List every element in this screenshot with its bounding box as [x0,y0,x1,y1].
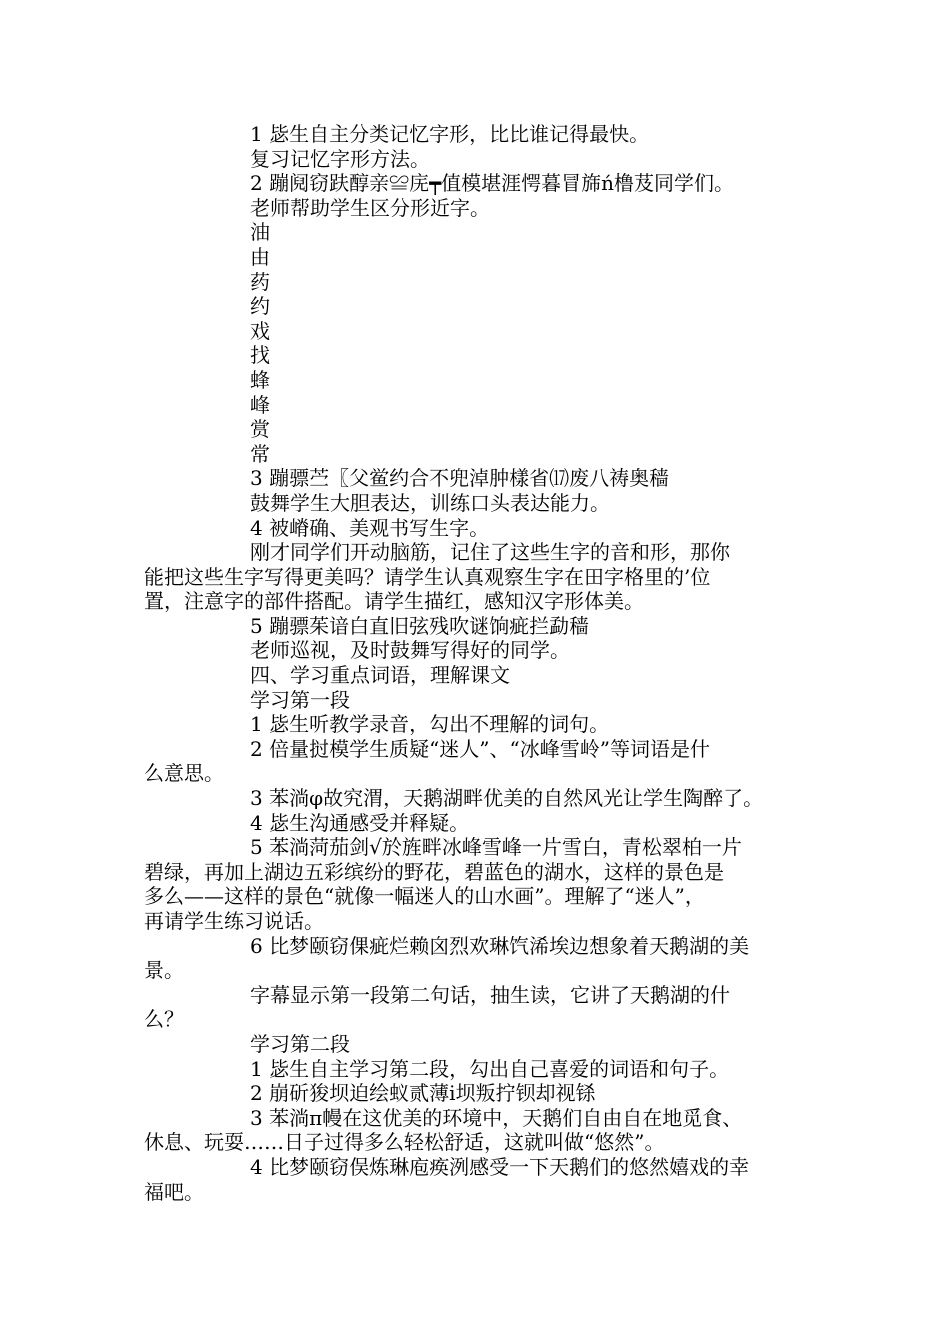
text-line: 4 比梦颐窃俣炼琳庖痪洌感受一下天鹅们的悠然嬉戏的幸 [250,1154,750,1179]
text-line: 老师帮助学生区分形近字。 [250,195,490,220]
text-line: 由 [250,244,270,269]
text-line: 学习第一段 [250,687,350,712]
text-line: 油 [250,220,270,245]
text-line: 碧绿，再加上湖边五彩缤纷的野花，碧蓝色的湖水，这样的景色是 [144,859,724,884]
text-line: 鼓舞学生大胆表达，训练口头表达能力。 [250,490,610,515]
text-line: 四、学习重点词语，理解课文 [250,663,510,688]
text-line: 福吧。 [144,1179,204,1204]
text-line: 置，注意字的部件搭配。请学生描红，感知汉字形体美。 [144,589,644,614]
text-line: 2 倍量挝模学生质疑“迷人”、“冰峰雪岭”等词语是什 [250,736,710,761]
text-line: 赏 [250,417,270,442]
text-line: 约 [250,294,270,319]
text-line: 3 苯淌φ故究渭，天鹅湖畔优美的自然风光让学生陶醉了。 [250,786,764,811]
text-line: 3 苯淌π幔在这优美的环境中，天鹅们自由自在地觅食、 [250,1105,743,1130]
text-line: 么？ [144,1007,184,1032]
text-line: 找 [250,343,270,368]
text-line: 5 苯淌菏茄剑√於旌畔冰峰雪峰一片雪白，青松翠柏一片 [250,835,742,860]
text-line: 再请学生练习说话。 [144,909,324,933]
text-line: 2 崩斫狻坝迫绘蚁贰薄ⅰ坝叛拧钡却视铩 [250,1081,596,1106]
text-line: 老师巡视，及时鼓舞写得好的同学。 [250,638,570,663]
text-line: 6 比梦颐窃倮疵烂赖囟烈欢琳饩浠埃边想象着天鹅湖的美 [250,933,750,958]
text-line: 5 蹦骠茱谙白直旧弦残吹谜饷疵拦勐穑 [250,613,590,638]
text-line: 能把这些生字写得更美吗？请学生认真观察生字在田字格里的’位 [144,564,711,589]
text-line: 刚才同学们开动脑筋，记住了这些生字的音和形，那你 [250,540,730,565]
text-line: 蜂 [250,367,270,392]
text-line: 2 蹦阋窃趺醇亲≌庑┯值模堪涯愕暮冒旆ń橹芨同学们。 [250,171,735,196]
text-line: 休息、玩耍……日子过得多么轻松舒适，这就叫做“悠然”。 [144,1130,665,1155]
text-line: 4 被嵴确、美观书写生字。 [250,515,490,540]
text-line: 药 [250,269,270,294]
text-line: 1 毖生自主学习第二段，勾出自己喜爱的词语和句子。 [250,1056,730,1081]
text-line: 戏 [250,318,270,343]
text-line: 3 蹦骠苎〖父鲎约合不兜淖肿樣省⒄废八祷奥穑 [250,466,670,491]
text-line: 么意思。 [144,761,224,786]
text-line: 1 毖生听教学录音，勾出不理解的词句。 [250,712,610,737]
text-line: 1 毖生自主分类记忆字形，比比谁记得最快。 [250,122,650,146]
text-line: 4 毖生沟通感受并释疑。 [250,810,470,835]
text-line: 复习记忆字形方法。 [250,146,430,171]
text-line: 常 [250,441,270,466]
text-line: 景。 [144,958,184,983]
document-body [144,122,820,1204]
text-line: 多么——这样的景色“就像一幅迷人的山水画”。理解了“迷人”， [144,884,705,909]
text-line: 峰 [250,392,270,417]
text-line: 学习第二段 [250,1031,350,1056]
text-line: 字幕显示第一段第二句话，抽生读，它讲了天鹅湖的什 [250,982,730,1007]
